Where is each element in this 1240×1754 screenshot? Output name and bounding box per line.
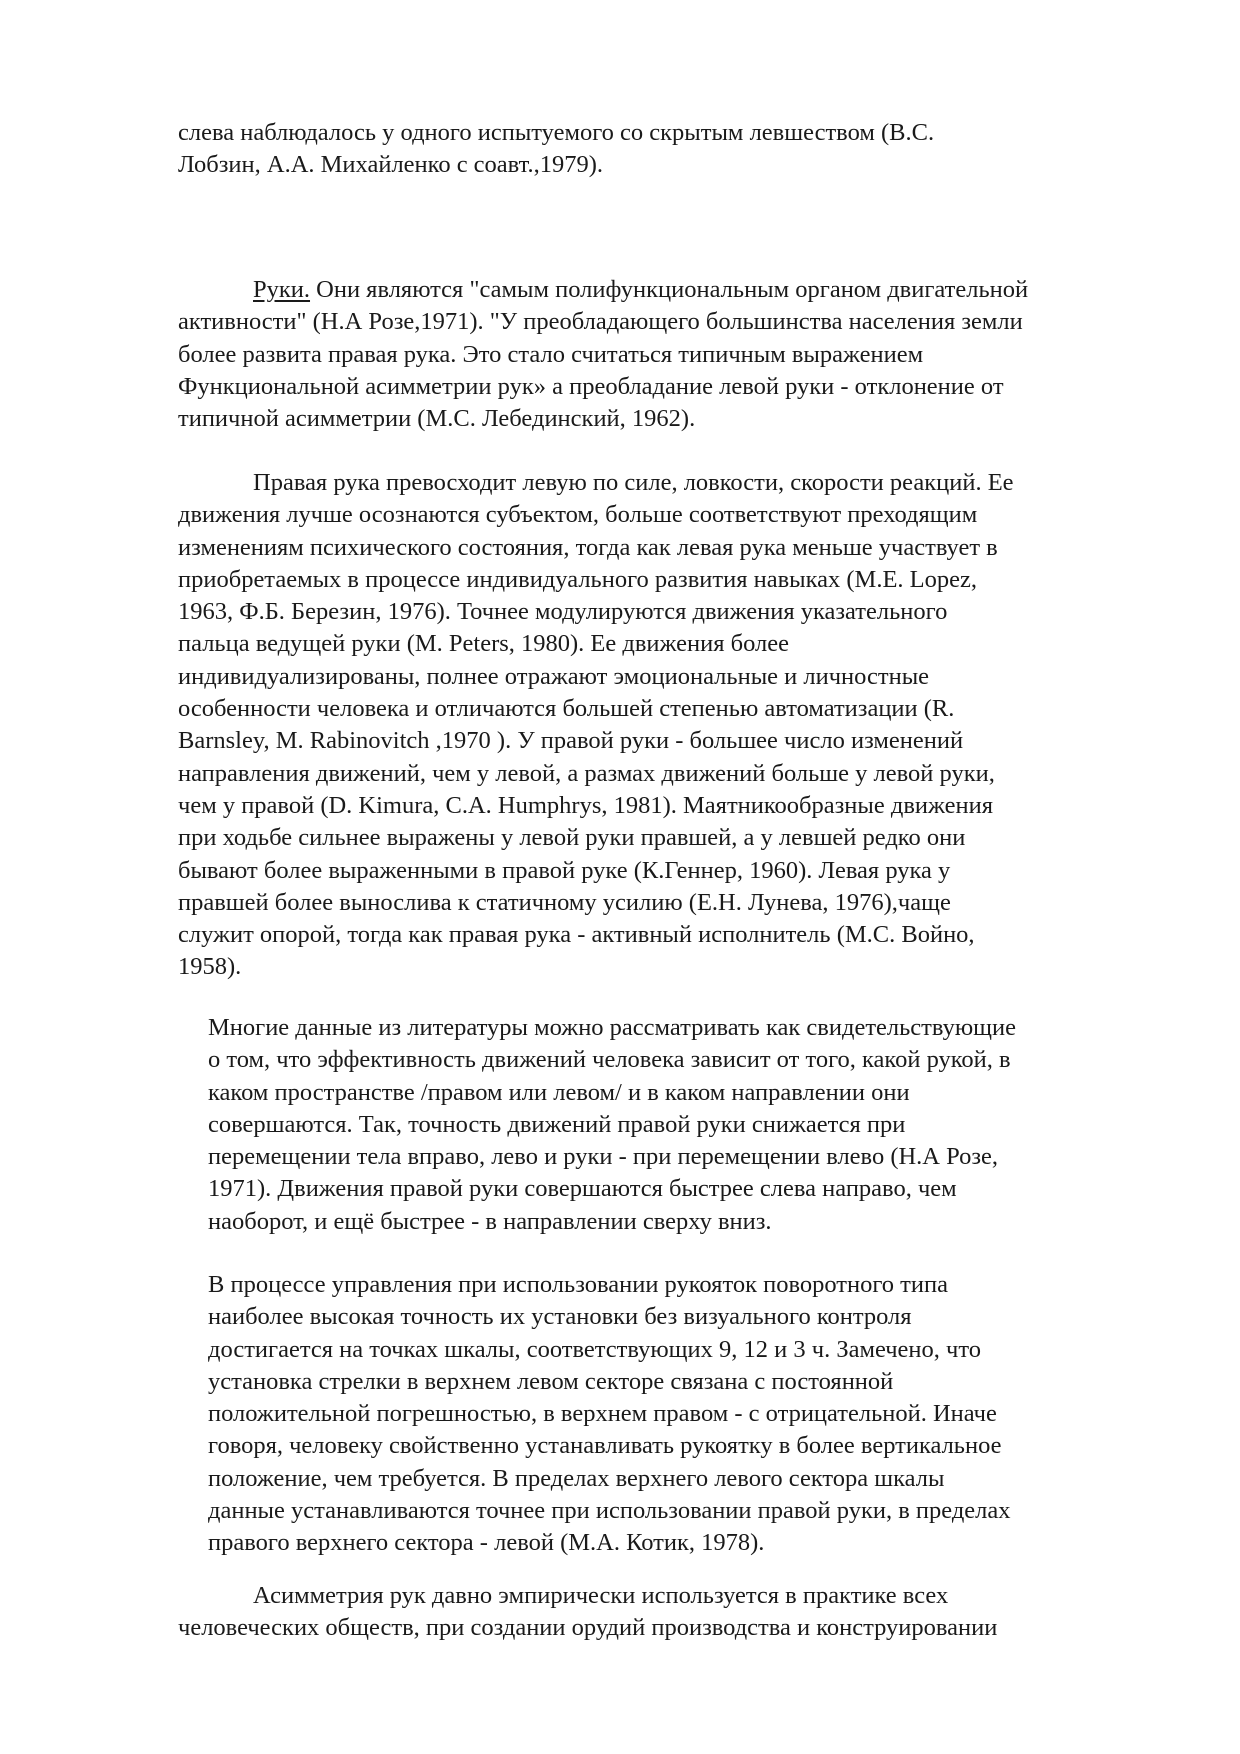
- text-line: данные устанавливаются точнее при использовании правой руки, в пределах: [208, 1497, 1011, 1525]
- text-line: 1963, Ф.Б. Березин, 1976). Точнее модулируются движения указательного: [178, 598, 948, 626]
- text-line: направления движений, чем у левой, а размах движений больше у левой руки,: [178, 759, 995, 787]
- text-line: слева наблюдалось у одного испытуемого со скрытым левшеством (В.С.: [178, 119, 935, 146]
- text-line: правшей более вынослива к статичному усилию (Е.Н. Лунева, 1976),чаще: [178, 888, 951, 916]
- text-line: перемещении тела вправо, лево и руки - при перемещении влево (Н.А Розе,: [208, 1143, 999, 1171]
- text-line: Многие данные из литературы можно рассматривать как свидетельствующие: [208, 1014, 1017, 1041]
- text-line: наиболее высокая точность их установки без визуального контроля: [208, 1303, 912, 1331]
- text-line: пальца ведущей руки (M. Peters, 1980). Ее движения более: [178, 630, 789, 658]
- text-line: положение, чем требуется. В пределах верхнего левого сектора шкалы: [208, 1464, 945, 1492]
- text-line: 1971). Движения правой руки совершаются быстрее слева направо, чем: [208, 1175, 957, 1203]
- text-line: говоря, человеку свойственно устанавливать рукоятку в более вертикальное: [208, 1432, 1002, 1460]
- text-line: изменениям психического состояния, тогда как левая рука меньше участвует в: [178, 533, 998, 561]
- text-line: чем у правой (D. Kimura, C.A. Humphrys, 1981). Маятникообразные движения: [178, 791, 993, 819]
- text-line: бывают более выраженными в правой руке (К.Геннер, 1960). Левая рука у: [178, 856, 951, 884]
- paragraph-knob-control: [208, 1269, 1198, 1560]
- text-line-first: [178, 274, 1188, 306]
- text-line: при ходьбе сильнее выражены у левой руки правшей, а у левшей редко они: [178, 824, 966, 852]
- text-line: достигается на точках шкалы, соответствующих 9, 12 и 3 ч. Замечено, что: [208, 1335, 981, 1363]
- text-line: служит опорой, тогда как правая рука - активный исполнитель (М.С. Войно,: [178, 921, 975, 949]
- text-line: положительной погрешностью, в верхнем правом - с отрицательной. Иначе: [208, 1400, 997, 1428]
- text-line: человеческих обществ, при создании орудий производства и конструировании: [178, 1614, 998, 1642]
- text-line: совершаются. Так, точность движений правой руки снижается при: [208, 1110, 906, 1138]
- paragraph-hand-asymmetry-practice: [178, 1580, 1188, 1645]
- text-line: Функциональной асимметрии рук» а преобладание левой руки - отклонение от: [178, 372, 1004, 400]
- text-line: Barnsley, M. Rabinovitch ,1970 ). У правой руки - большее число изменений: [178, 727, 964, 755]
- text-line: 1958).: [178, 953, 242, 981]
- text-line: типичной асимметрии (М.С. Лебединский, 1962).: [178, 405, 696, 433]
- text-line: приобретаемых в процессе индивидуального развития навыках (M.E. Lopez,: [178, 565, 978, 593]
- text-line: активности" (Н.А Розе,1971). "У преобладающего большинства населения земли: [178, 308, 1023, 336]
- paragraph-literature: [208, 1012, 1198, 1238]
- text-line: о том, что эффективность движений человека зависит от того, какой рукой, в: [208, 1046, 1011, 1074]
- text-line: Лобзин, А.А. Михайленко с соавт.,1979).: [178, 151, 604, 179]
- paragraph-continuation: [178, 117, 1188, 182]
- paragraph-right-hand: [178, 467, 1188, 984]
- paragraph-hands: [178, 274, 1188, 435]
- text-line: наоборот, и ещё быстрее - в направлении сверху вниз.: [208, 1207, 772, 1235]
- text-line: индивидуализированы, полнее отражают эмоциональные и личностные: [178, 662, 930, 690]
- text-line: Правая рука превосходит левую по силе, ловкости, скорости реакций. Ее: [253, 469, 1014, 496]
- text-line: правого верхнего сектора - левой (М.А. Котик, 1978).: [208, 1529, 765, 1557]
- text-line: установка стрелки в верхнем левом секторе связана с постоянной: [208, 1367, 894, 1395]
- text-fragment: Они являются "самым полифункциональным органом двигательной: [310, 276, 1029, 303]
- section-heading-hands: Руки.: [253, 276, 311, 303]
- text-line: каком пространстве /правом или левом/ и в каком направлении они: [208, 1078, 910, 1106]
- text-line: Асимметрия рук давно эмпирически используется в практике всех: [253, 1582, 949, 1609]
- text-line: В процессе управления при использовании рукояток поворотного типа: [208, 1271, 948, 1298]
- text-line: более развита правая рука. Это стало считаться типичным выражением: [178, 340, 924, 368]
- text-line: особенности человека и отличаются большей степенью автоматизации (R.: [178, 695, 955, 723]
- text-line: движения лучше осознаются субъектом, больше соответствуют преходящим: [178, 501, 978, 529]
